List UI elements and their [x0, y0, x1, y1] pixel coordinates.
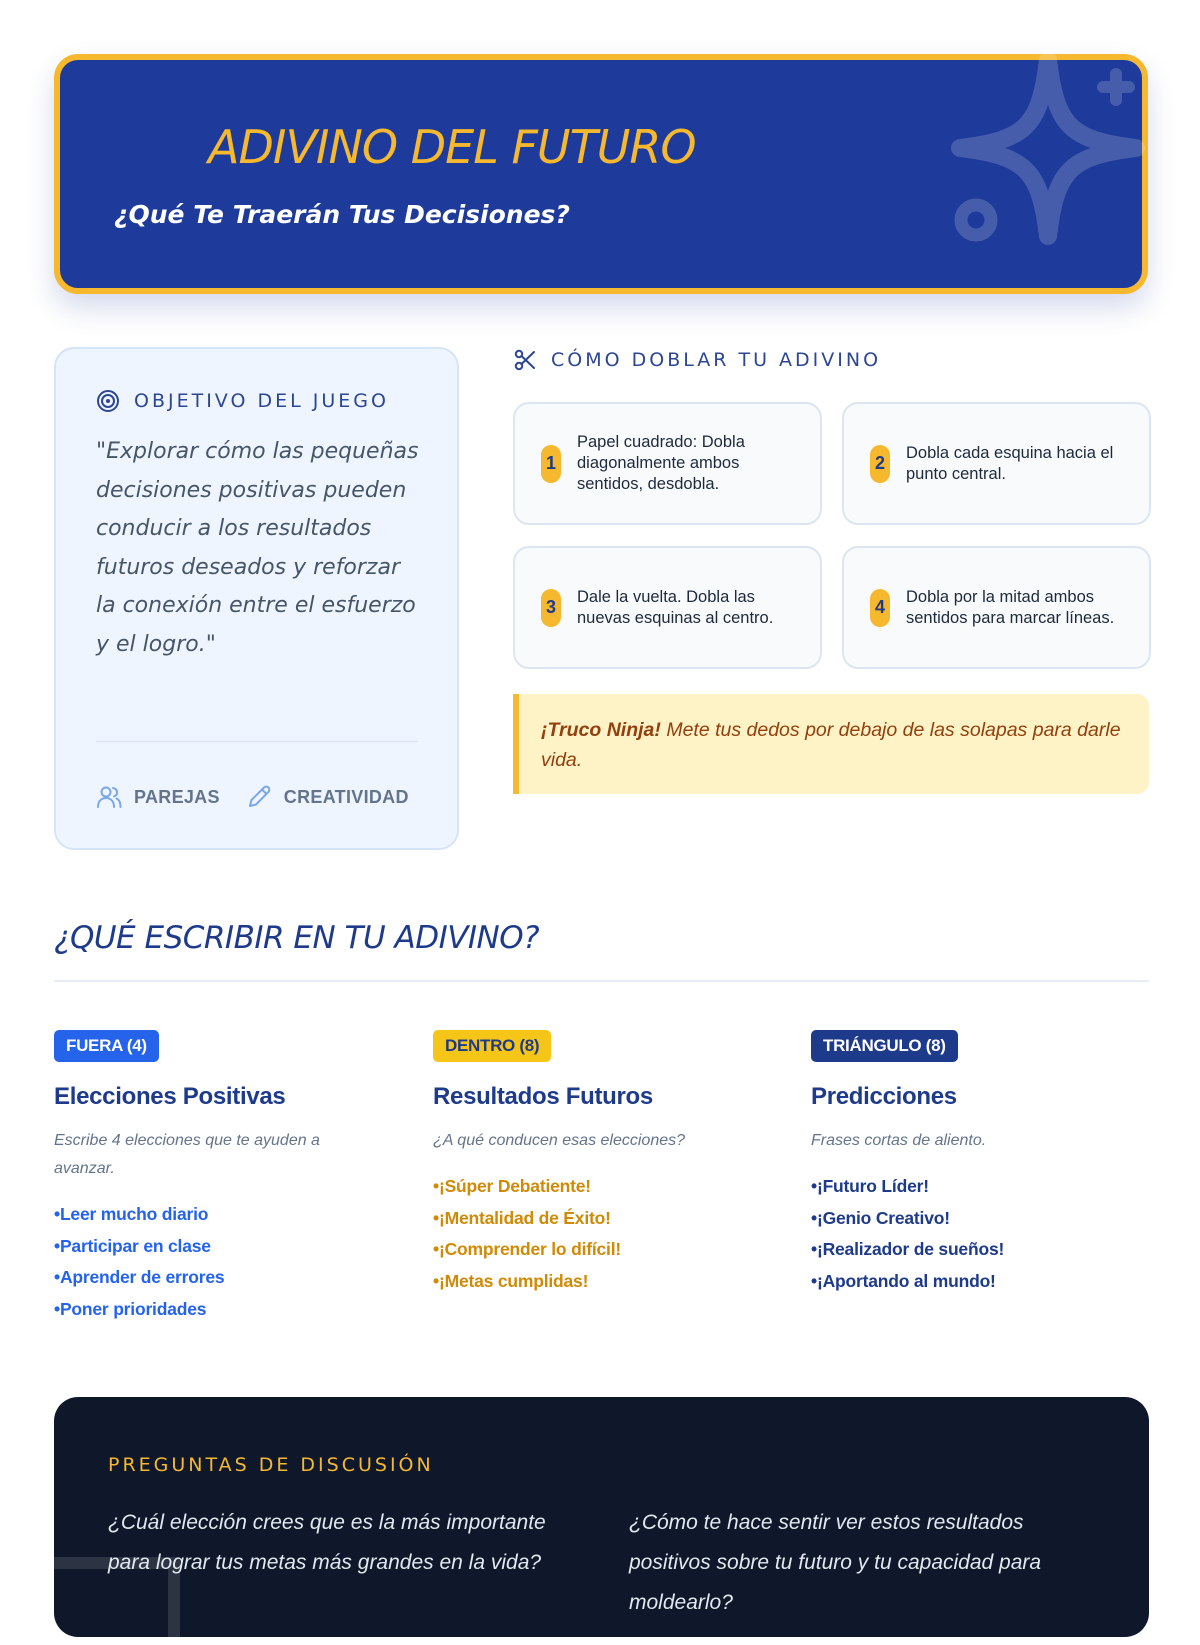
list-item: • Aprender de errores [54, 1262, 384, 1294]
fold-step-1 [513, 402, 822, 525]
folding-heading-label: CÓMO DOBLAR TU ADIVINO [551, 349, 882, 371]
divider [54, 980, 1149, 982]
column-outside [54, 1030, 384, 1325]
objective-tags [96, 784, 435, 810]
list-item: • ¡Mentalidad de Éxito! [433, 1203, 763, 1235]
objective-card [54, 347, 459, 850]
fold-step-3 [513, 546, 822, 669]
step-number: 3 [541, 589, 561, 627]
target-icon [96, 389, 120, 413]
discussion-question: ¿Cómo te hace sentir ver estos resultados positivos sobre tu futuro y tu capacidad para moldearlo? [629, 1511, 1042, 1614]
users-icon [96, 785, 122, 809]
page-title: ADIVINO DEL FUTURO [208, 120, 696, 174]
column-description: ¿A qué conducen esas elecciones? [433, 1132, 686, 1149]
step-text: Papel cuadrado: Dobla diagonalmente ambos sentidos, desdobla. [577, 433, 745, 493]
list-item: • ¡Futuro Líder! [811, 1171, 1141, 1203]
tip-text: Mete tus dedos por debajo de las solapas para darle vida. [541, 719, 1121, 771]
column-description: Escribe 4 elecciones que te ayuden a avanzar. [54, 1132, 320, 1177]
divider [96, 741, 418, 742]
step-text: Dobla por la mitad ambos sentidos para marcar líneas. [906, 587, 1115, 627]
list-item: • ¡Metas cumplidas! [433, 1266, 763, 1298]
tag-label: PAREJAS [134, 786, 220, 807]
step-text: Dale la vuelta. Dobla las nuevas esquinas al centro. [577, 587, 774, 627]
tag-pairs [96, 785, 220, 809]
list-item: • ¡Aportando al mundo! [811, 1266, 1141, 1298]
column-list [811, 1171, 1141, 1297]
objective-heading-label: OBJETIVO DEL JUEGO [134, 390, 389, 412]
list-item: • ¡Genio Creativo! [811, 1203, 1141, 1235]
column-inside [433, 1030, 763, 1297]
fold-step-2 [842, 402, 1151, 525]
header-banner [54, 54, 1148, 294]
ninja-tip [513, 694, 1149, 794]
page-subtitle: ¿Qué Te Traerán Tus Decisiones? [114, 200, 570, 229]
objective-heading [96, 389, 389, 413]
list-item: • ¡Comprender lo difícil! [433, 1234, 763, 1266]
list-item: • Participar en clase [54, 1231, 384, 1263]
column-list [54, 1199, 384, 1325]
step-number: 2 [870, 445, 890, 483]
tag-label: CREATIVIDAD [283, 786, 409, 807]
scissors-icon [513, 348, 537, 372]
discussion-question: ¿Cuál elección crees que es la más importante para lograr tus metas más grandes en la vida? [108, 1511, 546, 1574]
folding-heading [513, 348, 881, 372]
section-heading: ¿QUÉ ESCRIBIR EN TU ADIVINO? [54, 920, 540, 956]
sparkle-icon [948, 48, 1148, 258]
tag-creativity [246, 784, 409, 810]
list-item: • Poner prioridades [54, 1294, 384, 1326]
column-badge: TRIÁNGULO (8) [811, 1030, 958, 1062]
column-description: Frases cortas de aliento. [811, 1132, 987, 1149]
pencil-icon [246, 784, 272, 810]
column-title: Elecciones Positivas [54, 1083, 286, 1110]
list-item: • ¡Realizador de sueños! [811, 1234, 1141, 1266]
step-text: Dobla cada esquina hacia el punto central. [906, 443, 1114, 483]
objective-quote: "Explorar cómo las pequeñas decisiones positivas pueden conducir a los resultados futuros deseados y reforzar la conexión entre el esfuerzo y el logro." [96, 439, 419, 657]
discussion-panel [54, 1397, 1149, 1637]
column-title: Predicciones [811, 1083, 957, 1110]
column-triangle [811, 1030, 1141, 1297]
step-number: 4 [870, 589, 890, 627]
column-title: Resultados Futuros [433, 1083, 653, 1110]
discussion-heading: PREGUNTAS DE DISCUSIÓN [108, 1454, 434, 1476]
step-number: 1 [541, 445, 561, 483]
column-badge: FUERA (4) [54, 1030, 159, 1062]
fold-step-4 [842, 546, 1151, 669]
list-item: • ¡Súper Debatiente! [433, 1171, 763, 1203]
tip-highlight: ¡Truco Ninja! [541, 719, 661, 741]
column-badge: DENTRO (8) [433, 1030, 551, 1062]
list-item: • Leer mucho diario [54, 1199, 384, 1231]
column-list [433, 1171, 763, 1297]
